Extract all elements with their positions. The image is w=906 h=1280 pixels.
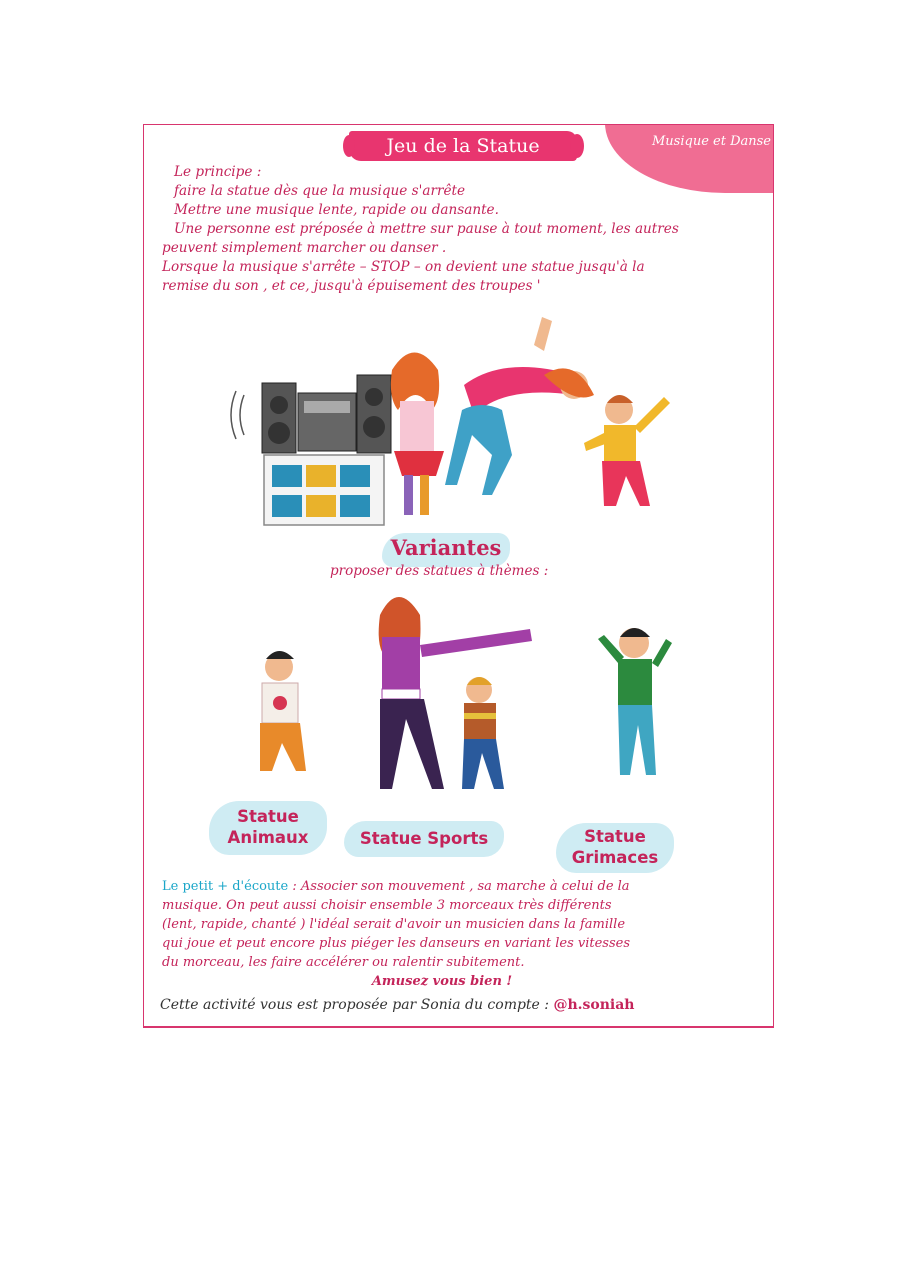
activity-card [143, 124, 774, 1028]
tip-line: du morceau, les faire accélérer ou ralentir subitement. [162, 955, 525, 970]
label-line: Grimaces [571, 848, 659, 867]
dancing-kids-illustration [214, 315, 694, 537]
label-line: Animaux [227, 828, 309, 847]
intro-line: faire la statue dès que la musique s'arrête [174, 183, 466, 199]
label-line: Statue [237, 807, 299, 826]
title-banner [349, 131, 577, 161]
credit-handle[interactable]: @h.soniah [553, 997, 635, 1013]
tip-line: : Associer son mouvement , sa marche à celui de la [288, 879, 630, 894]
boy-grimace-statue-icon [598, 628, 672, 775]
boy-dancer-icon [584, 395, 670, 506]
bookshelf-icon [264, 455, 384, 525]
intro-line: remise du son , et ce, jusqu'à épuisement des troupes ' [162, 278, 541, 294]
intro-text [162, 163, 679, 296]
label-statue-grimaces [556, 823, 674, 873]
variants-heading-bg [382, 533, 510, 567]
label-statue-sports [344, 821, 504, 857]
girl-dancer-icon [391, 353, 444, 516]
closing-text: Amusez vous bien ! [371, 974, 513, 989]
credit-line [160, 997, 635, 1013]
variants-title: Variantes [390, 535, 502, 560]
intro-line: peuvent simplement marcher ou danser . [162, 240, 447, 256]
credit-text: Cette activité vous est proposée par Sonia du compte : [160, 997, 554, 1013]
category-label: Musique et Danse [652, 134, 771, 149]
tip-paragraph [162, 877, 762, 991]
woman-sports-statue-icon [379, 597, 532, 789]
tip-line: musique. On peut aussi choisir ensemble 3 morceaux très différents [162, 898, 612, 913]
variants-subtitle: proposer des statues à thèmes : [330, 563, 549, 579]
stereo-icon [231, 375, 391, 453]
tip-line: qui joue et peut encore plus piéger les danseurs en variant les vitesses [162, 936, 631, 951]
intro-line: Une personne est préposée à mettre sur pause à tout moment, les autres [174, 221, 679, 237]
intro-line: Lorsque la musique s'arrête – STOP – on devient une statue jusqu'à la [162, 259, 645, 275]
label-line: Statue [584, 827, 646, 846]
page-title: Jeu de la Statue [386, 135, 540, 157]
intro-line: Mettre une musique lente, rapide ou dansante. [174, 202, 499, 218]
tip-line: (lent, rapide, chanté ) l'idéal serait d'avoir un musicien dans la famille [162, 917, 626, 932]
intro-line: Le principe : [174, 164, 262, 180]
theme-statues-illustration [224, 585, 694, 820]
woman-dancer-icon [445, 317, 594, 495]
label-statue-animaux [209, 801, 327, 855]
boy-animal-statue-icon [260, 651, 306, 771]
boy-sports-statue-icon [462, 677, 504, 789]
label-line: Statue Sports [359, 829, 489, 848]
tip-lead: Le petit + d'écoute [162, 879, 289, 894]
